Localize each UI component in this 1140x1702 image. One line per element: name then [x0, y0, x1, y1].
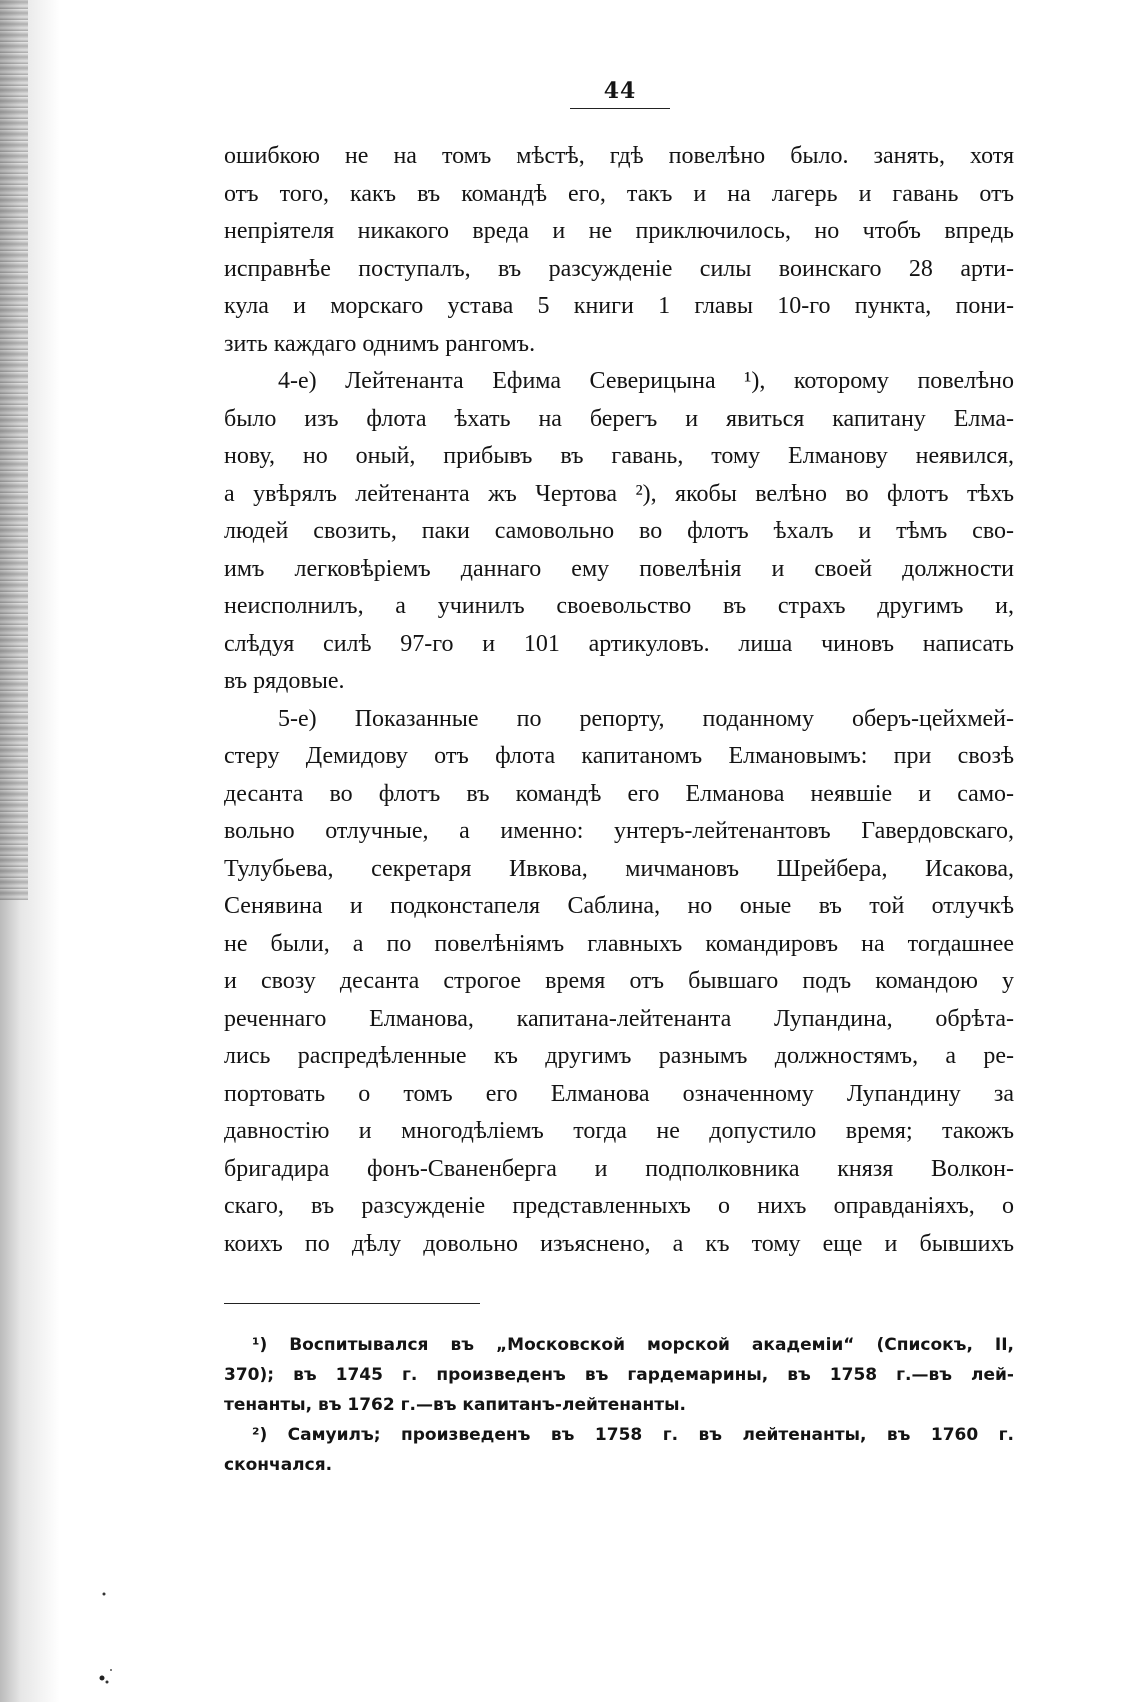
scan-speck-marks — [98, 1590, 118, 1700]
text-line: въ рядовые. — [224, 668, 345, 694]
text-line: отъ того, какъ въ командѣ его, такъ и на лагерь и гавань отъ — [224, 180, 1014, 207]
page-number: 44 — [603, 78, 637, 104]
footnote-line: 370); въ 1745 г. произведенъ въ гардемарины, въ 1758 г.—въ лей- — [224, 1365, 1014, 1385]
footnote-line: скончался. — [224, 1455, 333, 1475]
text-line: стеру Демидову отъ флота капитаномъ Елмановымъ: при свозѣ — [224, 743, 1014, 769]
text-line: десанта во флотъ въ командѣ его Елманова неявшіе и само- — [224, 780, 1014, 807]
text-line: неисполнилъ, а учинилъ своевольство въ страхъ другимъ и, — [224, 593, 1014, 619]
text-line: имъ легковѣріемъ даннаго ему повелѣнія и своей должности — [224, 555, 1014, 582]
page-number-underline — [570, 108, 670, 109]
text-line: нову, но оный, прибывъ въ гавань, тому Елманову неявился, — [224, 443, 1014, 469]
text-line: портовать о томъ его Елманова означенному Лупандину за — [224, 1080, 1014, 1107]
text-line: бригадира фонъ-Сваненберга и подполковника князя Волкон- — [224, 1155, 1014, 1182]
text-line: коихъ по дѣлу довольно изъяснено, а къ тому еще и бывшихъ — [224, 1230, 1014, 1257]
text-line: скаго, въ разсужденіе представленныхъ о нихъ оправданіяхъ, о — [224, 1193, 1014, 1219]
text-line: людей свозить, паки самовольно во флотъ ѣхалъ и тѣмъ сво- — [224, 518, 1014, 544]
text-line: и свозу десанта строгое время отъ бывшаго подъ командою у — [224, 968, 1014, 994]
footnote-separator — [224, 1303, 480, 1304]
text-line: а увѣрялъ лейтенанта жъ Чертова ²), якобы велѣно во флотъ тѣхъ — [224, 480, 1014, 507]
text-line: исправнѣе поступалъ, въ разсужденіе силы воинскаго 28 арти- — [224, 255, 1014, 282]
text-line: слѣдуя силѣ 97-го и 101 артикуловъ. лиша чиновъ написать — [224, 630, 1014, 657]
text-line: вольно отлучные, а именно: унтеръ-лейтенантовъ Гавердовскаго, — [224, 818, 1014, 844]
text-line: ошибкою не на томъ мѣстѣ, гдѣ повелѣно было. занять, хотя — [224, 143, 1014, 169]
main-text — [224, 138, 1014, 1263]
text-line: зить каждаго однимъ рангомъ. — [224, 330, 536, 357]
text-line: Сенявина и подконстапеля Саблина, но оные въ той отлучкѣ — [224, 893, 1014, 919]
paragraph-start-line: 4-е) Лейтенанта Ефима Северицына ¹), которому повелѣно — [278, 368, 1014, 394]
text-line: не были, а по повелѣніямъ главныхъ командировъ на тогдашнее — [224, 930, 1014, 957]
footnote-line: тенанты, въ 1762 г.—въ капитанъ-лейтенанты. — [224, 1395, 686, 1415]
text-line: непріятеля никакого вреда и не приключилось, но чтобъ впредь — [224, 218, 1014, 244]
text-line: реченнаго Елманова, капитана-лейтенанта Лупандина, обрѣта- — [224, 1005, 1014, 1032]
paragraph-start-line: 5-е) Показанные по репорту, поданному оберъ-цейхмей- — [278, 705, 1014, 732]
text-line: было изъ флота ѣхать на берегъ и явиться капитану Елма- — [224, 405, 1014, 432]
footnote-line: ²) Самуилъ; произведенъ въ 1758 г. въ лейтенанты, въ 1760 г. — [252, 1425, 1014, 1445]
text-line: лись распредѣленные къ другимъ разнымъ должностямъ, а ре- — [224, 1043, 1014, 1069]
text-line: кула и морскаго устава 5 книги 1 главы 10-го пункта, пони- — [224, 293, 1014, 319]
footnote-line: ¹) Воспитывался въ „Московской морской академіи“ (Списокъ, II, — [252, 1335, 1014, 1355]
binding-edge-shadow — [0, 0, 60, 1702]
text-line: давностію и многодѣліемъ тогда не допустило время; такожъ — [224, 1118, 1014, 1144]
text-line: Тулубьева, секретаря Ивкова, мичмановъ Шрейбера, Исакова, — [224, 855, 1014, 882]
footnotes — [224, 1330, 1014, 1480]
